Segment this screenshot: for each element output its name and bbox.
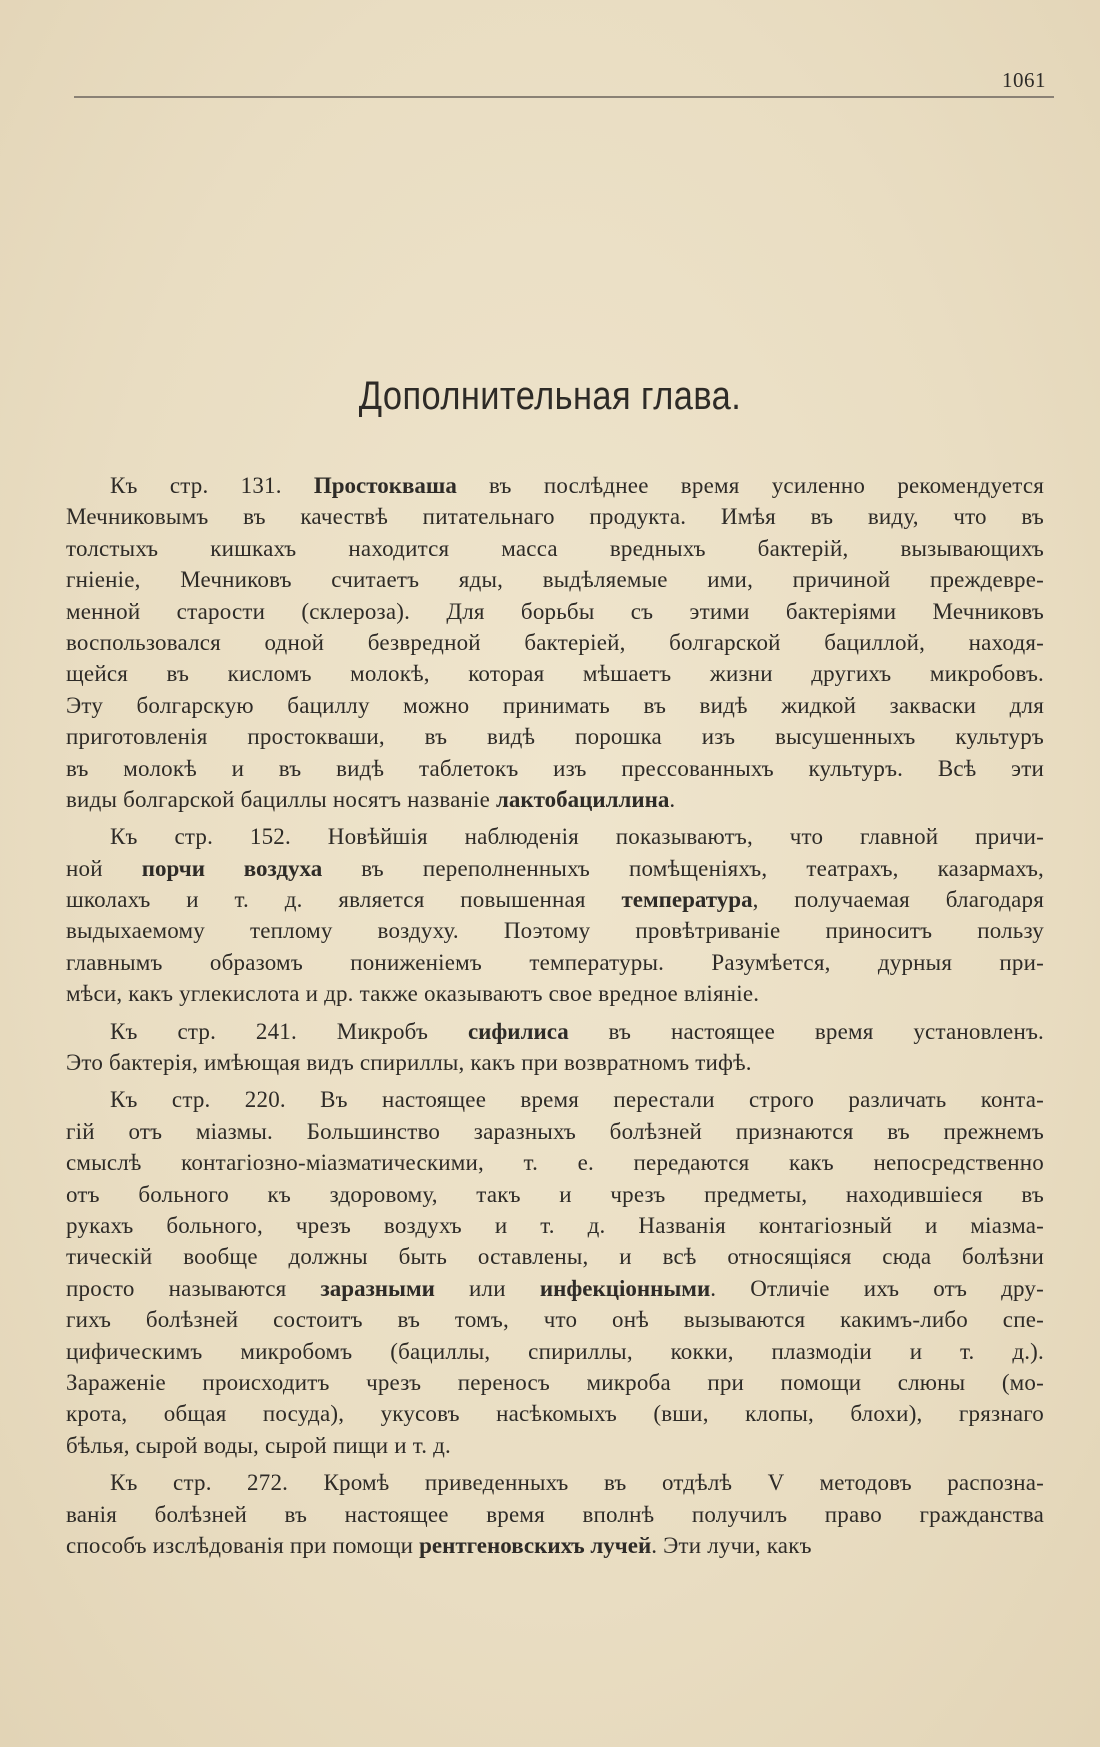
emphasized-term: температура	[621, 887, 753, 913]
text-segment: главнымъ образомъ пониженіемъ температуры. Разумѣется, дурныя при-	[66, 949, 1044, 975]
text-segment: просто называются	[66, 1275, 321, 1301]
text-line	[66, 784, 1044, 815]
text-line	[66, 1467, 1044, 1498]
text-segment: ванія болѣзней въ настоящее время вполнѣ получилъ право гражданства	[66, 1501, 1044, 1527]
text-line	[66, 1047, 1044, 1078]
text-line	[66, 470, 1044, 501]
text-line	[66, 1367, 1044, 1398]
text-line	[66, 753, 1044, 784]
text-segment: воспользовался одной безвредной бактеріей, болгарской бациллой, находя-	[66, 629, 1044, 655]
text-line	[66, 978, 1044, 1009]
text-line	[66, 1304, 1044, 1335]
text-segment: Къ стр. 131.	[110, 473, 314, 498]
text-segment: гихъ болѣзней состоитъ въ томъ, что онѣ вызываются какимъ-либо спе-	[66, 1307, 1044, 1333]
emphasized-term: порчи воздуха	[141, 855, 323, 881]
text-segment: Къ стр. 241. Микробъ	[110, 1018, 468, 1044]
page-number: 1061	[1002, 68, 1046, 92]
text-line	[66, 721, 1044, 752]
text-segment: , получаемая благодаря	[752, 887, 1044, 913]
text-segment: въ послѣднее время усиленно рекомендуется	[456, 473, 1045, 498]
text-segment: виды болгарской бациллы носятъ названіе	[66, 786, 496, 812]
text-line	[66, 501, 1044, 532]
text-segment: школахъ и т. д. является повышенная	[66, 887, 622, 913]
text-segment: .	[669, 786, 676, 812]
text-segment: въ переполненныхъ помѣщеніяхъ, театрахъ, казармахъ,	[322, 855, 1045, 881]
text-segment: щейся въ кисломъ молокѣ, которая мѣшаетъ жизни другихъ микробовъ.	[66, 661, 1044, 687]
text-segment: или	[434, 1275, 540, 1301]
text-line	[66, 596, 1044, 627]
paragraph	[66, 1016, 1044, 1079]
text-segment: цифическимъ микробомъ (бациллы, спириллы, кокки, плазмодіи и т. д.).	[66, 1338, 1044, 1364]
text-line	[66, 1430, 1044, 1461]
body-text	[66, 470, 1044, 1561]
text-line	[66, 915, 1044, 946]
text-segment: въ молокѣ и въ видѣ таблетокъ изъ прессованныхъ культуръ. Всѣ эти	[66, 755, 1044, 781]
text-segment: отъ больного къ здоровому, такъ и чрезъ предметы, находившіеся въ	[66, 1181, 1044, 1207]
text-segment: Эту болгарскую бациллу можно принимать въ видѣ жидкой закваски для	[66, 692, 1044, 718]
text-line	[66, 1336, 1044, 1367]
text-segment: . Эти лучи, какъ	[651, 1532, 812, 1558]
text-line	[66, 1084, 1044, 1115]
text-segment: гій отъ міазмы. Большинство заразныхъ болѣзней признаются въ прежнемъ	[66, 1118, 1044, 1144]
text-line	[66, 533, 1044, 564]
text-line	[66, 1398, 1044, 1429]
text-segment: Мечниковымъ въ качествѣ питательнаго продукта. Имѣя въ виду, что въ	[66, 504, 1044, 530]
text-segment: смыслѣ контагіозно-міазматическими, т. е. передаются какъ непосредственно	[66, 1150, 1044, 1176]
text-segment: Это бактерія, имѣющая видъ спириллы, какъ при возвратномъ тифѣ.	[66, 1050, 752, 1076]
text-segment: бѣлья, сырой воды, сырой пищи и т. д.	[66, 1432, 451, 1458]
text-segment: ной	[66, 855, 142, 881]
emphasized-term: заразными	[320, 1275, 435, 1301]
text-segment: выдыхаемому теплому воздуху. Поэтому провѣтриваніе приноситъ пользу	[66, 918, 1044, 944]
text-line	[66, 1499, 1044, 1530]
text-line	[66, 690, 1044, 721]
text-segment: въ настоящее время установленъ.	[568, 1018, 1044, 1044]
emphasized-term: Простокваша	[313, 473, 457, 498]
text-line	[66, 947, 1044, 978]
text-segment: крота, общая посуда), укусовъ насѣкомыхъ (вши, клопы, блохи), грязнаго	[66, 1401, 1044, 1427]
text-segment: тическій вообще должны быть оставлены, и всѣ относящіяся сюда болѣзни	[66, 1244, 1044, 1270]
paragraph	[66, 1467, 1044, 1561]
paragraph	[66, 1084, 1044, 1461]
text-segment: рукахъ больного, чрезъ воздухъ и т. д. Названія контагіозный и міазма-	[66, 1212, 1044, 1238]
text-line	[66, 1241, 1044, 1272]
text-line	[66, 1179, 1044, 1210]
text-line	[66, 564, 1044, 595]
text-line	[66, 1210, 1044, 1241]
chapter-heading: Дополнительная глава.	[358, 374, 742, 418]
text-segment: менной старости (склероза). Для борьбы съ этими бактеріями Мечниковъ	[66, 598, 1044, 624]
paragraph	[66, 470, 1044, 815]
text-segment: мѣси, какъ углекислота и др. также оказываютъ свое вредное вліяніе.	[66, 981, 760, 1007]
text-segment: Къ стр. 152. Новѣйшія наблюденія показываютъ, что главной причи-	[110, 824, 1044, 850]
text-segment: Зараженіе происходитъ чрезъ переносъ микроба при помощи слюны (мо-	[66, 1369, 1044, 1395]
header-rule	[74, 96, 1054, 98]
text-segment: гніеніе, Мечниковъ считаетъ яды, выдѣляемые ими, причиной преждевре-	[66, 567, 1044, 593]
text-line	[66, 853, 1044, 884]
text-segment: приготовленія простокваши, въ видѣ порошка изъ высушенныхъ культуръ	[66, 724, 1044, 750]
text-line	[66, 1273, 1044, 1304]
text-segment: . Отличіе ихъ отъ дру-	[710, 1275, 1044, 1301]
text-line	[66, 821, 1044, 852]
text-line	[66, 658, 1044, 689]
emphasized-term: рентгеновскихъ лучей	[419, 1532, 652, 1558]
emphasized-term: сифилиса	[467, 1018, 569, 1044]
text-segment: Къ стр. 272. Кромѣ приведенныхъ въ отдѣлѣ V методовъ распозна-	[110, 1470, 1044, 1496]
text-segment: Къ стр. 220. Въ настоящее время перестали строго различать конта-	[110, 1087, 1044, 1113]
text-line	[66, 1147, 1044, 1178]
text-line	[66, 884, 1044, 915]
text-line	[66, 627, 1044, 658]
text-line	[66, 1116, 1044, 1147]
text-segment: способъ изслѣдованія при помощи	[66, 1532, 420, 1558]
emphasized-term: лактобациллина	[495, 786, 670, 812]
text-segment: толстыхъ кишкахъ находится масса вредныхъ бактерій, вызывающихъ	[66, 535, 1044, 561]
paragraph	[66, 821, 1044, 1009]
text-line	[66, 1016, 1044, 1047]
text-line	[66, 1530, 1044, 1561]
emphasized-term: инфекціонными	[539, 1275, 711, 1301]
